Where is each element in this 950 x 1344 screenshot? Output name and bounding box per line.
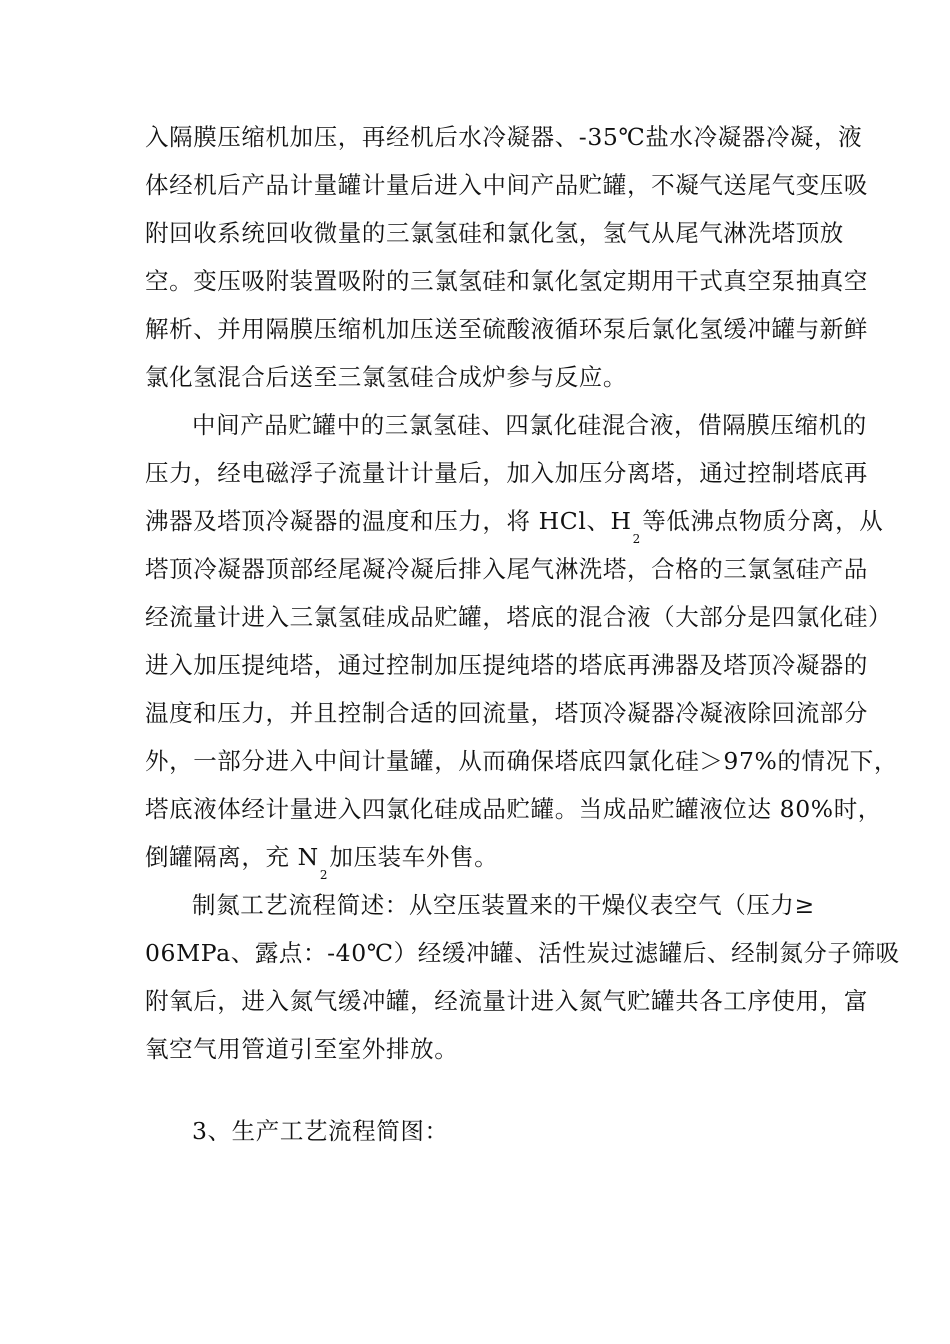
text-line: 进入加压提纯塔，通过控制加压提纯塔的塔底再沸器及塔顶冷凝器的 xyxy=(145,651,868,679)
text-line: 压力，经电磁浮子流量计计量后，加入加压分离塔，通过控制塔底再 xyxy=(145,459,868,487)
text-segment: 倒罐隔离，充 N xyxy=(145,843,319,871)
text-line: 附回收系统回收微量的三氯氢硅和氯化氢，氢气从尾气淋洗塔顶放 xyxy=(145,219,844,247)
text-line: 附氧后，进入氮气缓冲罐，经流量计进入氮气贮罐共各工序使用，富 xyxy=(145,987,868,1015)
text-line: 氧空气用管道引至室外排放。 xyxy=(145,1035,459,1063)
text-line: 入隔膜压缩机加压，再经机后水冷凝器、-35℃盐水冷凝器冷凝，液 xyxy=(145,123,863,151)
text-line-with-subscript xyxy=(145,505,884,546)
text-segment: 加压装车外售。 xyxy=(329,843,499,871)
subscript: 2 xyxy=(632,532,641,546)
text-line: 体经机后产品计量罐计量后进入中间产品贮罐，不凝气送尾气变压吸 xyxy=(145,171,868,199)
text-line: 中间产品贮罐中的三氯氢硅、四氯化硅混合液，借隔膜压缩机的 xyxy=(192,411,867,439)
text-line: 塔底液体经计量进入四氯化硅成品贮罐。当成品贮罐液位达 80%时， xyxy=(145,795,882,823)
section-heading: 3、生产工艺流程简图： xyxy=(192,1117,449,1145)
text-line: 塔顶冷凝器顶部经尾凝冷凝后排入尾气淋洗塔，合格的三氯氢硅产品 xyxy=(145,555,868,583)
text-segment: 沸器及塔顶冷凝器的温度和压力，将 HCl、H xyxy=(145,507,632,535)
text-line: 06MPa、露点：-40℃）经缓冲罐、活性炭过滤罐后、经制氮分子筛吸 xyxy=(145,939,900,967)
text-line: 氯化氢混合后送至三氯氢硅合成炉参与反应。 xyxy=(145,363,627,391)
text-line: 经流量计进入三氯氢硅成品贮罐，塔底的混合液（大部分是四氯化硅） xyxy=(145,603,893,631)
text-line: 空。变压吸附装置吸附的三氯氢硅和氯化氢定期用干式真空泵抽真空 xyxy=(145,267,868,295)
text-segment: 等低沸点物质分离，从 xyxy=(642,507,884,535)
text-line: 外，一部分进入中间计量罐，从而确保塔底四氯化硅＞97%的情况下， xyxy=(145,747,898,775)
text-line: 制氮工艺流程简述：从空压装置来的干燥仪表空气（压力≥ xyxy=(192,891,815,919)
text-line-with-subscript xyxy=(145,841,810,882)
subscript: 2 xyxy=(319,868,328,882)
text-line: 温度和压力，并且控制合适的回流量，塔顶冷凝器冷凝液除回流部分 xyxy=(145,699,868,727)
text-line: 解析、并用隔膜压缩机加压送至硫酸液循环泵后氯化氢缓冲罐与新鲜 xyxy=(145,315,868,343)
